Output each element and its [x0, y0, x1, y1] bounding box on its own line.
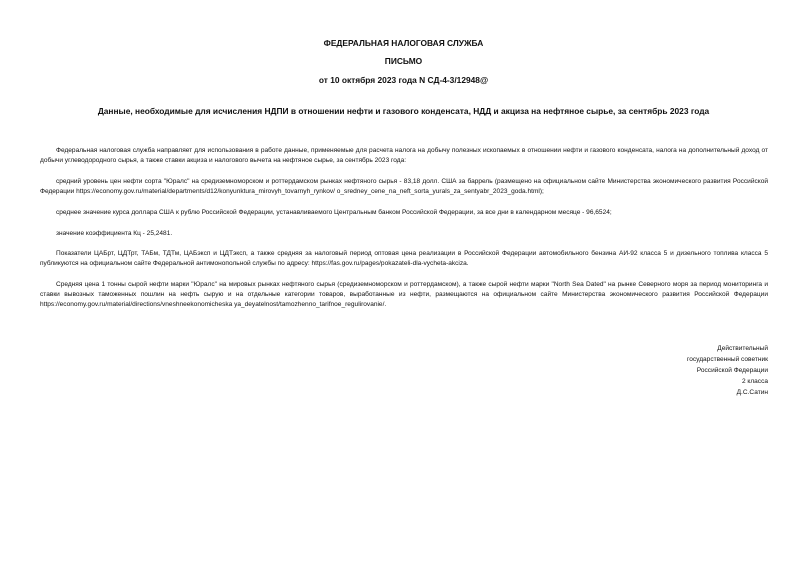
signature-line-country: Российской Федерации	[696, 367, 768, 374]
signature-line-class: 2 класса	[741, 378, 768, 385]
signature-line-rank: Действительный	[717, 345, 768, 352]
paragraph-urals-price: средний уровень цен нефти сорта "Юралс" на средиземноморском и роттердамском рынках нефтяного сырья - 83,18 долл. США за баррель (размещено на официальном сайте Министерства экономического развития Российской Федерации https://economy.gov.ru/material/departments/d12/konyunktura_mirovyh_tovarnyh_rynkov/ o_sredney_cene_na_neft_sorta_yurals_za_sentyabr_2023_goda.html);	[40, 178, 768, 195]
signature-block	[600, 343, 768, 398]
document-type: ПИСЬМО	[384, 56, 423, 66]
signature-name: Д.С.Сатин	[736, 389, 768, 396]
paragraph-oil-price-duties: Средняя цена 1 тонны сырой нефти марки "Юралс" на мировых рынках нефтяного сырья (средиземноморском и роттердамском), а также сырой нефти марки "North Sea Dated" на рынке Северного моря за период мониторинга и ставки вывозных таможенных пошлин на нефть сырую и на отдельные категории товаров, выработанные из нефти, размещаются на официальном сайте Министерства экономического развития Российской Федерации https://economy.gov.ru/material/directions/vneshneekonomicheska ya_deyatelnost/tamozhenno_tarifnoe_regulirovanie/.	[40, 281, 768, 308]
paragraph-intro: Федеральная налоговая служба направляет для использования в работе данные, применяемые для расчета налога на добычу полезных ископаемых в отношении нефти и газового конденсата, налога на дополнительный доход от добычи углеводородного сырья, а также ставки акциза и налогового вычета на нефтяное сырье, за сентябрь 2023 года:	[40, 147, 768, 164]
paragraph-usd-rate: среднее значение курса доллара США к рублю Российской Федерации, устанавливаемого Центральным банком Российской Федерации, за все дни в календарном месяце - 96,6524;	[56, 209, 612, 216]
organization-title: ФЕДЕРАЛЬНАЯ НАЛОГОВАЯ СЛУЖБА	[323, 38, 484, 48]
paragraph-coefficient: значение коэффициента Кц - 25,2481.	[56, 230, 173, 237]
document-title: Данные, необходимые для исчисления НДПИ в отношении нефти и газового конденсата, НДД и акциза на нефтяное сырье, за сентябрь 2023 года	[97, 106, 710, 116]
signature-line-rank-title: государственный советник	[687, 356, 768, 363]
document-date-number: от 10 октября 2023 года N СД-4-3/12948@	[318, 75, 489, 85]
paragraph-fas-indicators: Показатели ЦАБрт, ЦДТрт, ТАБм, ТДТм, ЦАБэксп и ЦДТэксп, а также средняя за налоговый период оптовая цена реализации в Российской Федерации автомобильного бензина АИ-92 класса 5 и дизельного топлива класса 5 публикуются на официальном сайте Федеральной антимонопольной службы по адресу: https://fas.gov.ru/pages/pokazateli-dla-vycheta-akciza.	[40, 250, 768, 267]
